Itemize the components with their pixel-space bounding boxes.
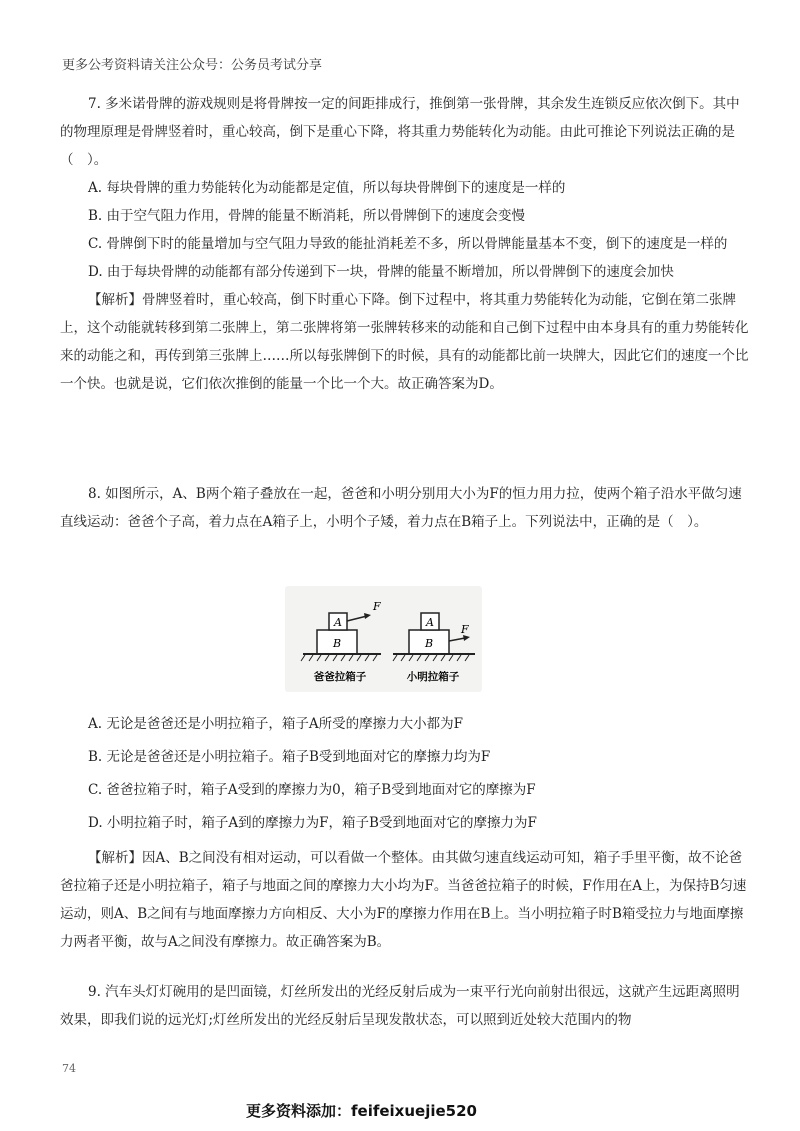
left-force-label: F xyxy=(373,600,381,613)
question-8-options xyxy=(60,708,750,956)
question-8-option-c: C. 爸爸拉箱子时，箱子A受到的摩擦力为0，箱子B受到地面对它的摩擦为F xyxy=(88,782,536,798)
left-box-a-label: A xyxy=(334,616,342,629)
box-diagram xyxy=(285,586,482,692)
left-ground-hatch xyxy=(301,655,377,661)
question-8-option-d: D. 小明拉箱子时，箱子A到的摩擦力为F，箱子B受到地面对它的摩擦力为F xyxy=(88,815,537,831)
question-9 xyxy=(60,978,750,1034)
question-7-option-c: C. 骨牌倒下时的能量增加与空气阻力导致的能扯消耗差不多，所以骨牌能量基本不变，倒下的速度是一样的 xyxy=(88,236,728,252)
question-7-analysis: 【解析】骨牌竖着时，重心较高，倒下时重心下降。倒下过程中，将其重力势能转化为动能，它倒在第二张牌上，这个动能就转移到第二张牌上，第二张牌将第一张牌转移来的动能和自己倒下过程中由本身具有的重力势能转化来的动能之和，再传到第三张牌上……所以每张牌倒下的时候，具有的动能都比前一块牌大，因此它们的速度一个比一个快。也就是说，它们依次推倒的能量一个比一个大。故正确答案为D。 xyxy=(60,292,749,392)
left-force-arrowhead xyxy=(364,613,371,619)
left-force-arrow xyxy=(347,616,367,621)
right-ground-hatch xyxy=(393,655,469,661)
left-box-b-label: B xyxy=(332,637,342,650)
question-8-option-b: B. 无论是爸爸还是小明拉箱子。箱子B受到地面对它的摩擦力均为F xyxy=(88,749,491,765)
question-8-option-a: A. 无论是爸爸还是小明拉箱子，箱子A所受的摩擦力大小都为F xyxy=(88,716,463,732)
right-box-b-label: B xyxy=(424,637,434,650)
right-force-arrow xyxy=(449,638,465,641)
question-7-stem: 7. 多米诺骨牌的游戏规则是将骨牌按一定的间距排成行，推倒第一张骨牌，其余发生连锁反应依次倒下。其中的物理原理是骨牌竖着时，重心较高，倒下是重心下降，将其重力势能转化为动能。由此可推论下列说法正确的是（ ）。 xyxy=(60,96,740,168)
question-7-option-d: D. 由于每块骨牌的动能都有部分传递到下一块，骨牌的能量不断增加，所以骨牌倒下的速度会加快 xyxy=(88,264,674,280)
page-number: 74 xyxy=(62,1062,76,1075)
box-diagram-figure xyxy=(285,586,482,692)
right-caption: 小明拉箱子 xyxy=(406,671,460,683)
question-8-stem: 8. 如图所示，A、B两个箱子叠放在一起，爸爸和小明分别用大小为F的恒力用力拉，使两个箱子沿水平做匀速直线运动：爸爸个子高，着力点在A箱子上，小明个子矮，着力点在B箱子上。下列说法中，正确的是（ ）。 xyxy=(60,486,742,530)
question-9-stem: 9. 汽车头灯灯碗用的是凹面镜，灯丝所发出的光经反射后成为一束平行光向前射出很远，这就产生远距离照明效果，即我们说的远光灯;灯丝所发出的光经反射后呈现发散状态，可以照到近处较大范围内的物 xyxy=(60,984,740,1028)
left-caption: 爸爸拉箱子 xyxy=(313,671,367,683)
question-7 xyxy=(60,90,750,398)
question-8-analysis: 【解析】因A、B之间没有相对运动，可以看做一个整体。由其做匀速直线运动可知，箱子手里平衡，故不论爸爸拉箱子还是小明拉箱子，箱子与地面之间的摩擦力大小均为F。当爸爸拉箱子的时候，F作用在A上，为保持B匀速运动，则A、B之间有与地面摩擦力方向相反、大小为F的摩擦力作用在B上。当小明拉箱子时B箱受拉力与地面摩擦力两者平衡，故与A之间没有摩擦力。故正确答案为B。 xyxy=(60,850,747,950)
right-force-label: F xyxy=(461,623,469,636)
question-8 xyxy=(60,480,750,536)
question-7-option-b: B. 由于空气阻力作用，骨牌的能量不断消耗，所以骨牌倒下的速度会变慢 xyxy=(88,208,526,224)
header-note: 更多公考资料请关注公众号：公务员考试分享 xyxy=(62,58,323,73)
right-box-a-label: A xyxy=(426,616,434,629)
question-7-option-a: A. 每块骨牌的重力势能转化为动能都是定值，所以每块骨牌倒下的速度是一样的 xyxy=(88,180,566,196)
footer-note: 更多资料添加：feifeixuejie520 xyxy=(246,1102,477,1120)
